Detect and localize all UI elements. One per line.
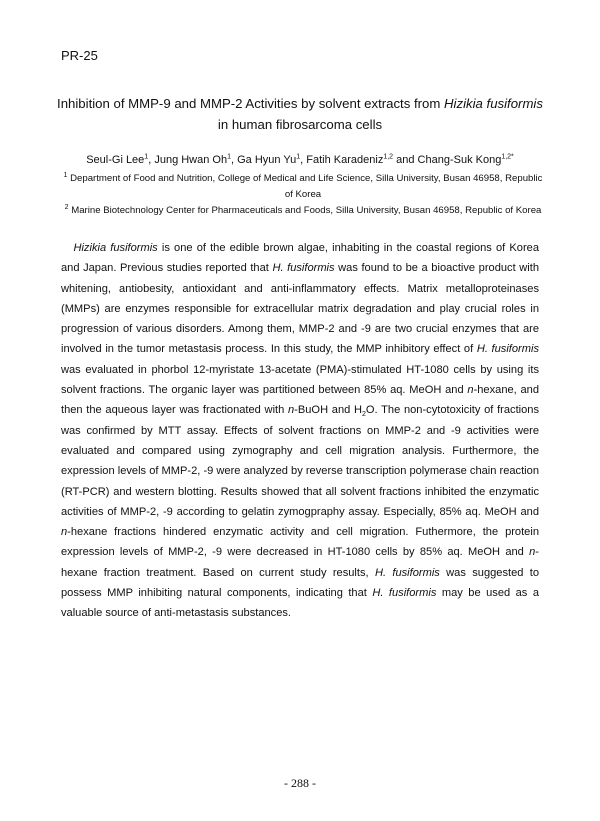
affiliation-text: Marine Biotechnology Center for Pharmaceuticals and Foods, Silla University, Busan 46958, Republic of Korea xyxy=(71,205,542,216)
italic-prefix: n xyxy=(467,384,474,397)
author-affiliation-mark: 1 xyxy=(227,153,231,161)
author-list xyxy=(40,152,560,168)
abstract-text: was evaluated in phorbol 12-myristate 13-acetate (PMA)-stimulated HT-1080 cells by using its solvent fractions. The organic layer was partitioned between 85% aq. MeOH and xyxy=(61,363,539,397)
author-affiliation-mark: 1,2* xyxy=(501,153,514,161)
species-name: H. fusiformis xyxy=(476,343,539,356)
abstract-text: is one of the edible brown algae, inhabiting in the coastal regions of Korea and Japan. Previous studies reported that xyxy=(61,242,539,275)
author-affiliation-mark: 1 xyxy=(296,153,301,161)
abstract-code: PR-25 xyxy=(61,48,98,63)
subscript: 2 xyxy=(362,411,366,419)
abstract-text: may be used as a valuable source of anti-metastasis substances. xyxy=(61,587,540,620)
species-name: H. fusiformis xyxy=(272,262,335,275)
abstract-text: -hexane fractions hindered enzymatic activity and cell migration. Futhermore, the protein expression levels of MMP-2, -9 were decreased in HT-1080 cells by 85% aq. MeOH and xyxy=(61,526,539,559)
page-number: - 288 - xyxy=(284,776,316,790)
author-name: Fatih Karadeniz xyxy=(306,154,384,166)
abstract-text: -BuOH and H xyxy=(294,404,363,417)
italic-prefix: n xyxy=(61,526,68,539)
abstract-text: was suggested to possess MMP inhibiting natural components, indicating that xyxy=(61,566,540,600)
abstract-body xyxy=(61,238,539,624)
title-text-line2: in human fibrosarcoma cells xyxy=(217,117,383,132)
author-name: Jung Hwan Oh xyxy=(154,154,228,166)
abstract-text: -hexane fraction treatment. Based on current study results, xyxy=(61,546,539,579)
affiliation-2 xyxy=(62,203,544,219)
abstract-text: was found to be a bioactive product with whitening, antiobesity, antioxidant and anti-inflammatory effects. Matrix metalloproteinases (MMPs) are enzymes responsible for extracellular matrix degradation and play crucial roles in progression of various disorders. Among them, MMP-2 and -9 are two crucial enzymes that are involved in the tumor metastasis process. In this study, the MMP inhibitory effect of xyxy=(61,262,539,356)
abstract-text: O. The non-cytotoxicity of fractions was confirmed by MTT assay. Effects of solvent fractions on MMP-2 and -9 activities were evaluated and compared using zymography and cell migration analysis. Furthermore, the expression levels of MMP-2, -9 were analyzed by reverse transcription polymerase chain reaction (RT-PCR) and western blotting. Results showed that all solvent fractions inhibited the enzymatic activities of MMP-2, -9 according to gelatin zymogpraphy assay. Especially, 85% aq. MeOH and xyxy=(61,404,540,518)
affiliation-number: 1 xyxy=(63,171,68,179)
affiliation-1 xyxy=(62,171,544,203)
author-affiliation-mark: 1 xyxy=(144,153,149,161)
affiliation-number: 2 xyxy=(64,203,69,211)
author-affiliation-mark: 1,2 xyxy=(383,153,394,161)
title-text: Inhibition of MMP-9 and MMP-2 Activities by solvent extracts from xyxy=(57,96,445,111)
abstract-paragraph xyxy=(61,238,539,624)
author-separator: , xyxy=(300,154,307,166)
author-separator: , xyxy=(148,154,155,166)
author-name: Chang-Suk Kong xyxy=(417,154,502,166)
affiliation-text: Department of Food and Nutrition, College of Medical and Life Science, Silla University, Busan 46958, Republic of Korea xyxy=(70,173,543,200)
species-name: H. fusiformis xyxy=(374,566,440,579)
italic-prefix: n xyxy=(288,404,295,417)
italic-prefix: n xyxy=(529,546,536,559)
title-species: Hizikia fusiformis xyxy=(444,96,543,111)
species-name: Hizikia fusiformis xyxy=(73,242,158,254)
paper-title xyxy=(40,93,560,135)
author-name: Seul-Gi Lee xyxy=(86,154,145,166)
author-separator: , xyxy=(231,154,238,166)
author-name: Ga Hyun Yu xyxy=(237,154,297,166)
author-separator: and xyxy=(393,154,418,166)
abstract-text: -hexane, and then the aqueous layer was fractionated with xyxy=(61,384,540,417)
species-name: H. fusiformis xyxy=(372,587,437,600)
